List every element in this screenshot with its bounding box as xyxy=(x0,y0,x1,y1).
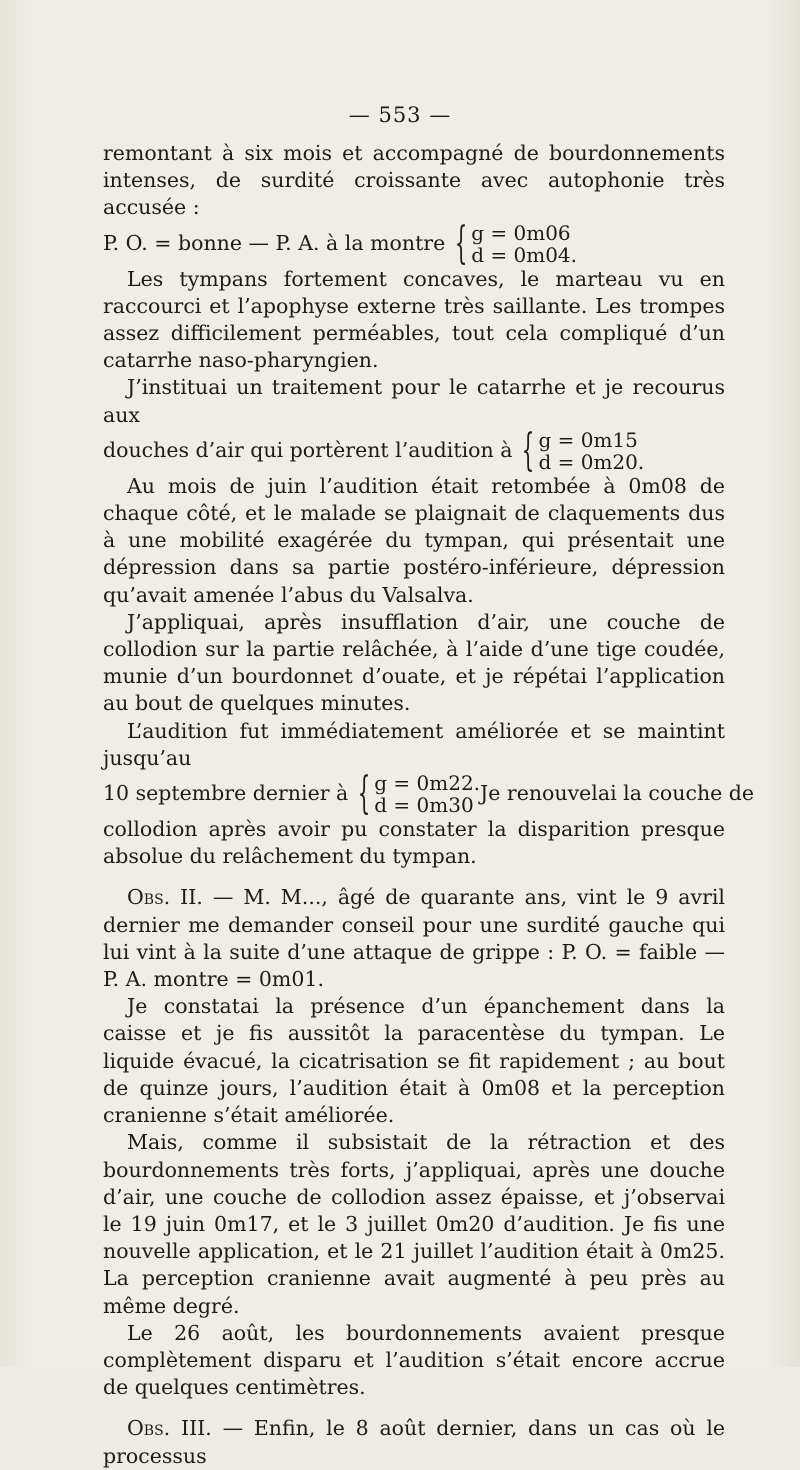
page-number: — 553 — xyxy=(348,103,452,127)
measurement-1-label: P. O. = bonne — P. A. à la montre xyxy=(103,231,446,255)
paragraph-4: Au mois de juin l’audition était retombée à 0m08 de chaque côté, et le malade se plaignait de claquements dus à une mobilité exagérée du tympan, qui présentait une dépression dans sa partie postéro-inférieure, dépression qu’avait amenée l’abus du Valsalva. xyxy=(103,473,725,607)
paragraph-1: remontant à six mois et accompagné de bourdonnements intenses, de surdité croissante avec autophonie très accusée : xyxy=(103,141,725,220)
observation-2-heading: Obs. II. xyxy=(127,885,203,910)
measurement-2-g: g = 0m15 xyxy=(538,427,638,452)
observation-3-text: — Enfin, le 8 août dernier, dans un cas où le processus xyxy=(103,1416,726,1468)
paragraph-10: Le 26 août, les bourdonnements avaient presque complètement disparu et l’audition s’était encore accrue de quelques centimètres. xyxy=(103,1320,725,1400)
observation-2-text: — M. M..., âgé de quarante ans, vint le 9 avril dernier me demander conseil pour une surdité gauche qui lui vint à la suite d’une attaque de grippe : P. O. = faible — P. A. montre = 0m01. xyxy=(103,885,725,992)
brace-icon: { xyxy=(522,424,535,476)
body-text xyxy=(103,140,755,1470)
measurement-3 xyxy=(103,768,755,820)
brace-icon: { xyxy=(357,768,371,820)
paragraph-7: collodion après avoir pu constater la disparition presque absolue du relâchement du tympan. xyxy=(103,817,725,869)
measurement-3-g: g = 0m22. xyxy=(374,771,481,796)
measurement-1-g: g = 0m06 xyxy=(471,220,571,245)
measurement-2-label: douches d’air qui portèrent l’audition à xyxy=(103,438,513,463)
measurement-1-d: d = 0m04. xyxy=(471,242,578,267)
observation-3 xyxy=(103,1415,725,1469)
measurement-3-tail: Je renouvelai la couche de xyxy=(480,781,755,806)
measurement-2-d: d = 0m20. xyxy=(538,449,645,474)
brace-icon: { xyxy=(454,217,468,269)
paragraph-2: Les tympans fortement concaves, le marteau vu en raccourci et l’apophyse externe très saillante. Les trompes assez difficilement perméables, tout cela compliqué d’un catarrhe naso-pharyngien. xyxy=(103,266,725,373)
paragraph-5: J’appliquai, après insufflation d’air, une couche de collodion sur la partie relâchée, à l’aide d’une tige coudée, munie d’un bourdonnet d’ouate, et je répétai l’application au bout de quelques minutes. xyxy=(103,609,725,716)
paragraph-3: J’instituai un traitement pour le catarrhe et je recourus aux xyxy=(103,375,725,427)
paragraph-6: L’audition fut immédiatement améliorée et se maintint jusqu’au xyxy=(103,718,725,770)
paragraph-9: Mais, comme il subsistait de la rétraction et des bourdonnements très forts, j’appliquai, après une douche d’air, une couche de collodion assez épaisse, et j’observai le 19 juin 0m17, et le 3 juillet 0m20 d’audition. Je fis une nouvelle application, et le 21 juillet l’audition était à 0m25. La perception cranienne avait augmenté à peu près au même degré. xyxy=(103,1130,725,1318)
observation-3-heading: Obs. III. xyxy=(127,1416,212,1441)
measurement-2 xyxy=(103,424,725,476)
observation-2 xyxy=(103,884,725,993)
measurement-3-label: 10 septembre dernier à xyxy=(103,781,349,806)
paragraph-8: Je constatai la présence d’un épanchement dans la caisse et je fis aussitôt la paracentèse du tympan. Le liquide évacué, la cicatrisation se fit rapidement ; au bout de quinze jours, l’audition était à 0m08 et la perception cranienne s’était améliorée. xyxy=(103,994,725,1128)
measurement-1 xyxy=(103,217,725,269)
measurement-3-d: d = 0m30 xyxy=(374,793,474,818)
